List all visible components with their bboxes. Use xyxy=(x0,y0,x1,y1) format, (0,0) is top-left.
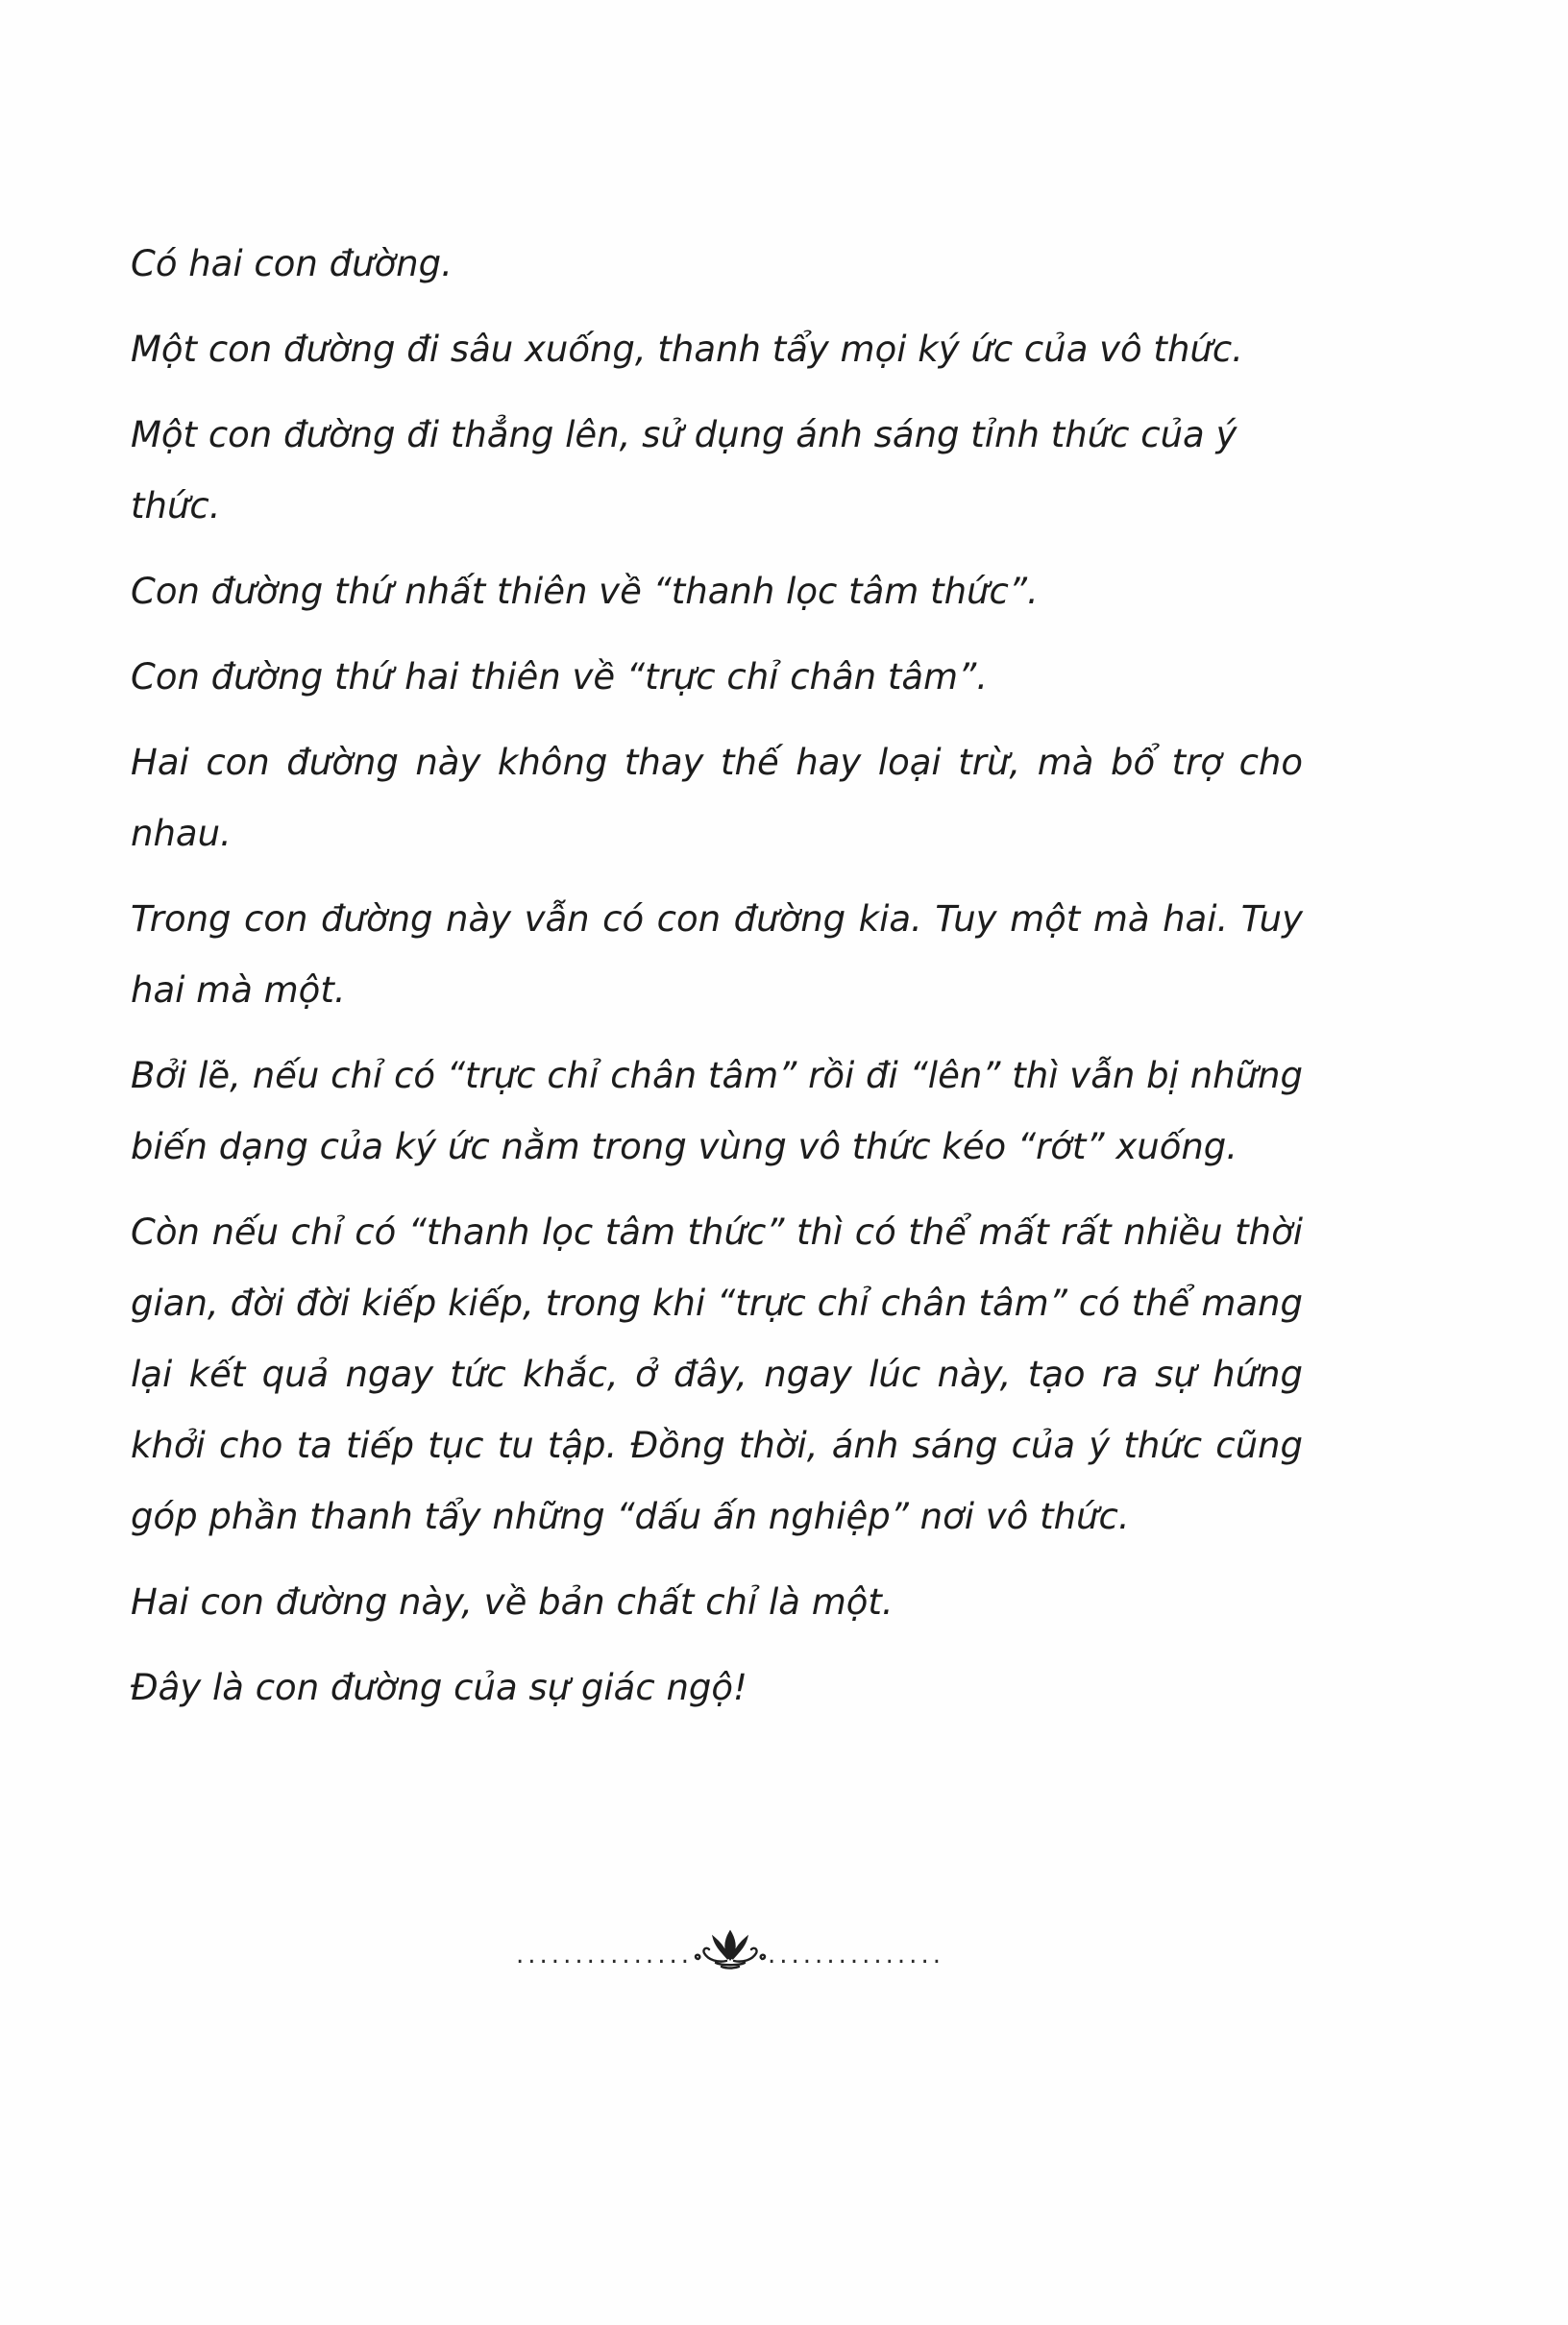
paragraph-8: Bởi lẽ, nếu chỉ có “trực chỉ chân tâm” rồi đi “lên” thì vẫn bị những biến dạng của ký ức nằm trong vùng vô thức kéo “rớt” xuống. xyxy=(131,1055,1303,1167)
paragraph-7: Trong con đường này vẫn có con đường kia. Tuy một mà hai. Tuy hai mà một. xyxy=(131,898,1303,1011)
lotus-fleuron-icon xyxy=(693,1926,768,1970)
paragraph-4: Con đường thứ nhất thiên về “thanh lọc tâm thức”. xyxy=(131,571,1039,612)
ornament-dots-right: ............... xyxy=(768,1941,944,1970)
ornament-dots-left: ............... xyxy=(516,1941,693,1970)
paragraph-6: Hai con đường này không thay thế hay loại trừ, mà bổ trợ cho nhau. xyxy=(131,742,1303,854)
paragraph-3: Một con đường đi thẳng lên, sử dụng ánh sáng tỉnh thức của ý thức. xyxy=(131,414,1237,526)
section-ornament xyxy=(500,1920,961,1977)
paragraph-10: Hai con đường này, về bản chất chỉ là một. xyxy=(131,1581,894,1623)
paragraph-11: Đây là con đường của sự giác ngộ! xyxy=(131,1667,747,1708)
paragraph-1: Có hai con đường. xyxy=(131,243,453,284)
paragraph-5: Con đường thứ hai thiên về “trực chỉ chân tâm”. xyxy=(131,656,989,698)
body-text xyxy=(131,229,1303,1738)
paragraph-2: Một con đường đi sâu xuống, thanh tẩy mọi ký ức của vô thức. xyxy=(131,329,1243,370)
paragraph-9: Còn nếu chỉ có “thanh lọc tâm thức” thì có thể mất rất nhiều thời gian, đời đời kiếp kiếp, trong khi “trực chỉ chân tâm” có thể mang lại kết quả ngay tức khắc, ở đây, ngay lúc này, tạo ra sự hứng khởi cho ta tiếp tục tu tập. Đồng thời, ánh sáng của ý thức cũng góp phần thanh tẩy những “dấu ấn nghiệp” nơi vô thức. xyxy=(131,1211,1303,1537)
